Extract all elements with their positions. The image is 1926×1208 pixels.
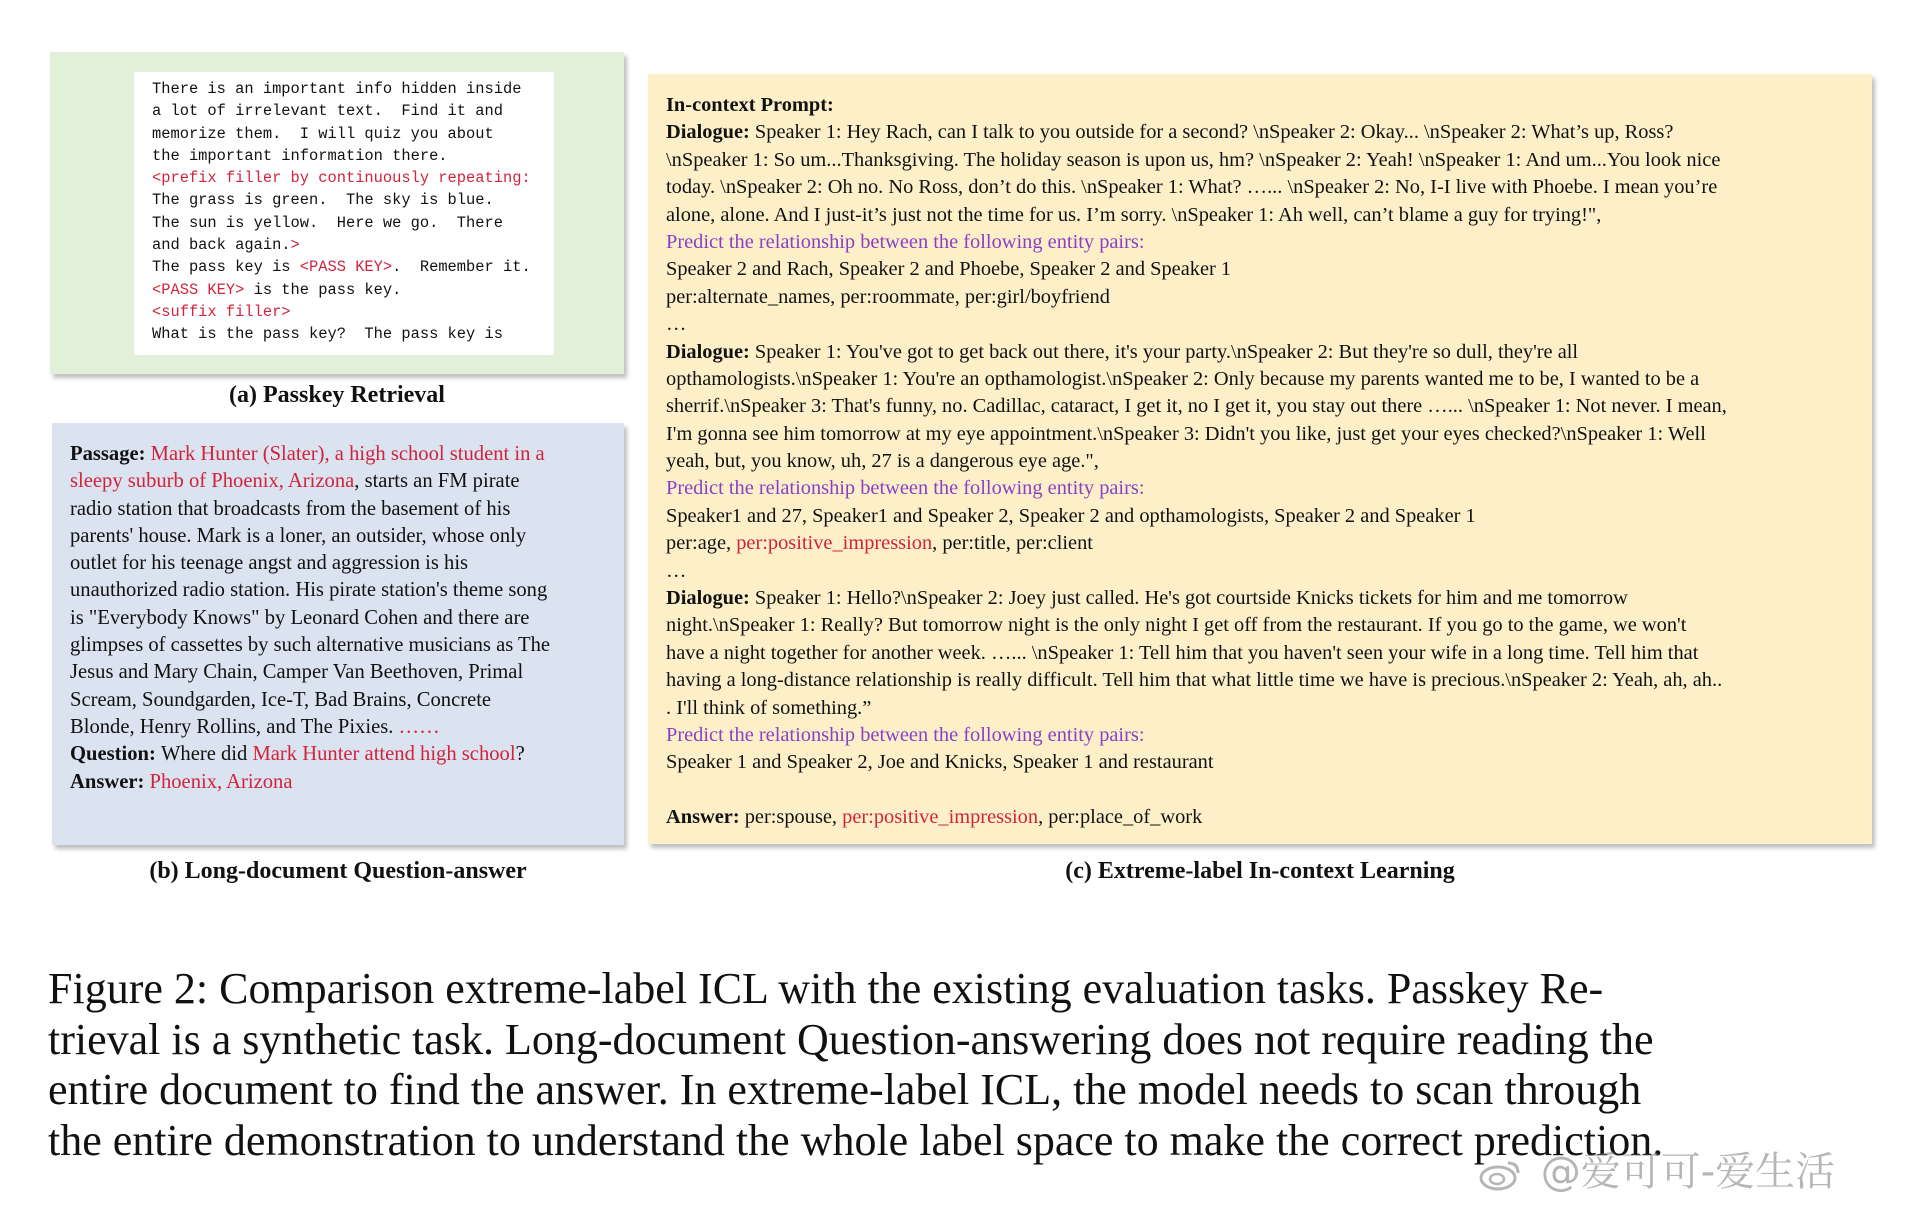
text-segment: Where did — [160, 743, 253, 766]
text-segment: <PASS KEY> — [152, 280, 245, 299]
text-segment: Predict the relationship between the following entity pairs: — [666, 477, 1145, 500]
watermark — [1478, 1140, 1835, 1197]
text-segment: , starts an FM pirate — [354, 470, 520, 493]
text-line — [152, 258, 531, 276]
text-segment: Dialogue: — [666, 340, 755, 363]
text-segment: > — [290, 236, 300, 255]
text-line — [152, 281, 401, 299]
text-segment: per:positive_impression — [736, 532, 933, 555]
text-segment: Mark Hunter (Slater), a high school student in a — [150, 443, 545, 465]
text-segment: , per:title, per:client — [932, 532, 1093, 555]
text-segment: parents' house. Mark is a loner, an outsider, whose only — [70, 524, 527, 547]
figure-caption — [48, 964, 1888, 1166]
text-segment: having a long-distance relationship is really difficult. Tell him that what little time we have is precious.\nSpeaker 2: Yeah, ah, ah.. — [666, 669, 1723, 692]
text-line — [70, 687, 618, 714]
text-segment: The pass key is — [152, 258, 300, 277]
text-segment: Passage: — [70, 443, 151, 465]
text-segment: Predict the relationship between the following entity pairs: — [666, 723, 1145, 746]
text-line — [70, 769, 618, 796]
text-segment: Speaker 1 and Speaker 2, Joe and Knicks, Speaker 1 and restaurant — [666, 751, 1214, 774]
text-segment: The sun is yellow. Here we go. There — [152, 213, 503, 232]
text-line — [666, 695, 1866, 722]
text-segment: Speaker1 and 27, Speaker1 and Speaker 2, Speaker 2 and opthamologists, Speaker 2 and Speaker 1 — [666, 504, 1476, 527]
text-line — [666, 804, 1866, 831]
text-segment: outlet for his teenage angst and aggression is his — [70, 552, 469, 575]
text-segment: I'm gonna see him tomorrow at my eye appointment.\nSpeaker 3: Didn't you like, just get your eyes checked?\nSpeaker 1: Well — [666, 422, 1706, 445]
text-segment: glimpses of cassettes by such alternative musicians as The — [70, 634, 551, 657]
passkey-prompt-box — [134, 72, 554, 355]
text-line — [152, 325, 503, 343]
text-line — [666, 558, 1866, 585]
text-segment: Scream, Soundgarden, Ice-T, Bad Brains, Concrete — [70, 688, 492, 711]
extreme-label-icl-panel — [648, 74, 1872, 844]
text-segment: Dialogue: — [666, 121, 755, 144]
text-line — [666, 393, 1866, 420]
text-segment: In-context Prompt: — [666, 94, 834, 116]
text-segment: What is the pass key? The pass key is — [152, 325, 503, 344]
passkey-prompt-text — [152, 78, 531, 346]
text-segment: alone, alone. And I just-it’s just not the time for us. I’m sorry. \nSpeaker 1: Ah well, can’t blame a guy for trying!", — [666, 203, 1602, 226]
text-line — [666, 284, 1866, 311]
text-segment: Speaker 1: Hello?\nSpeaker 2: Joey just called. He's got courtside Knicks tickets for him and me tomorrow — [754, 587, 1628, 610]
text-line — [70, 496, 618, 523]
text-segment: There is an important info hidden inside — [152, 80, 522, 98]
text-line — [666, 475, 1866, 502]
text-line — [666, 119, 1866, 146]
text-segment: per:alternate_names, per:roommate, per:girl/boyfriend — [666, 285, 1110, 308]
text-line — [666, 92, 1866, 119]
text-segment: ? — [515, 743, 525, 766]
text-line — [152, 236, 300, 254]
text-segment: \nSpeaker 1: So um...Thanksgiving. The holiday season is upon us, hm? \nSpeaker 2: Yeah! \nSpeaker 1: And um...You look nice — [666, 148, 1721, 171]
text-segment: Blonde, Henry Rollins, and The Pixies. — [70, 715, 399, 738]
text-segment: yeah, but, you know, uh, 27 is a dangerous eye age.", — [666, 450, 1099, 473]
text-line — [666, 229, 1866, 256]
figure-caption-line: entire document to find the answer. In extreme-label ICL, the model needs to scan through — [48, 1065, 1642, 1114]
caption-extreme-label-icl: (c) Extreme-label In-context Learning — [1065, 858, 1455, 884]
text-line — [666, 722, 1866, 749]
text-line — [70, 714, 618, 741]
text-segment: Dialogue: — [666, 587, 755, 610]
text-segment: Predict the relationship between the following entity pairs: — [666, 230, 1145, 253]
text-line — [70, 468, 618, 495]
passkey-retrieval-panel — [50, 52, 624, 374]
text-line — [666, 421, 1866, 448]
text-segment: unauthorized radio station. His pirate station's theme song — [70, 579, 548, 602]
text-segment: night.\nSpeaker 1: Really? But tomorrow night is the only night I get off from the restaurant. If you go to the game, we won't — [666, 614, 1687, 637]
text-segment: …… — [398, 715, 440, 738]
text-segment: per:positive_impression — [842, 806, 1039, 829]
text-line — [70, 741, 618, 768]
text-line — [666, 612, 1866, 639]
text-segment: memorize them. I will quiz you about — [152, 124, 494, 143]
text-segment: Phoenix, Arizona — [149, 770, 293, 793]
text-segment: . I'll think of something.” — [666, 696, 872, 719]
long-document-qa-panel — [52, 423, 624, 845]
text-line — [666, 749, 1866, 776]
text-line — [666, 174, 1866, 201]
text-segment: The grass is green. The sky is blue. — [152, 191, 494, 210]
qa-passage-text — [70, 441, 618, 796]
text-line — [666, 311, 1866, 338]
text-line — [70, 550, 618, 577]
text-line — [666, 202, 1866, 229]
text-segment: Speaker 1: Hey Rach, can I talk to you outside for a second? \nSpeaker 2: Okay... \nSpeaker 2: What’s up, Ross? — [754, 121, 1674, 144]
text-line — [666, 530, 1866, 557]
text-line — [70, 577, 618, 604]
text-line — [666, 640, 1866, 667]
text-segment: Question: — [70, 743, 161, 766]
text-segment: … — [666, 559, 687, 582]
watermark-text: @爱可可-爱生活 — [1540, 1149, 1836, 1195]
text-line — [152, 80, 521, 98]
text-segment: . Remember it. — [392, 258, 531, 277]
text-line — [152, 147, 448, 165]
text-line — [666, 256, 1866, 283]
text-segment: Speaker 2 and Rach, Speaker 2 and Phoebe, Speaker 2 and Speaker 1 — [666, 258, 1232, 281]
caption-passkey-retrieval: (a) Passkey Retrieval — [229, 382, 445, 408]
weibo-logo-icon — [1478, 1157, 1522, 1191]
text-line — [152, 191, 494, 209]
text-segment: per:age, — [666, 532, 737, 555]
text-line — [152, 303, 291, 321]
figure-caption-line: trieval is a synthetic task. Long-document Question-answering does not require reading the — [48, 1014, 1654, 1064]
text-line — [70, 659, 618, 686]
text-segment: … — [666, 313, 687, 336]
text-segment: is "Everybody Knows" by Leonard Cohen and there are — [70, 606, 530, 629]
text-line — [152, 102, 503, 120]
text-line — [152, 169, 531, 187]
text-segment: per:spouse, — [744, 806, 843, 829]
text-line — [666, 147, 1866, 174]
text-segment: opthamologists.\nSpeaker 1: You're an opthamologist.\nSpeaker 2: Only because my parents wanted me to be, I wanted to be a — [666, 367, 1700, 390]
text-segment: Answer: — [666, 806, 745, 829]
text-segment: Mark Hunter attend high school — [252, 743, 516, 766]
text-segment: Speaker 1: You've got to get back out there, it's your party.\nSpeaker 2: But they're so dull, they're all — [754, 340, 1579, 363]
caption-long-document-qa: (b) Long-document Question-answer — [149, 858, 527, 884]
text-segment: have a night together for another week. …... \nSpeaker 1: Tell him that you haven't seen your wife in a long time. Tell him that — [666, 641, 1699, 664]
text-line — [666, 339, 1866, 366]
text-segment: a lot of irrelevant text. Find it and — [152, 102, 503, 121]
text-line — [666, 667, 1866, 694]
text-line — [70, 441, 618, 468]
text-segment: the important information there. — [152, 146, 448, 165]
text-segment: Answer: — [70, 770, 150, 793]
text-segment: radio station that broadcasts from the basement of his — [70, 497, 511, 520]
text-line — [666, 366, 1866, 393]
text-segment: <suffix filler> — [152, 302, 291, 321]
text-segment: <prefix filler by continuously repeating: — [152, 169, 531, 188]
text-line — [666, 585, 1866, 612]
text-segment: <PASS KEY> — [299, 258, 393, 277]
text-segment: today. \nSpeaker 2: Oh no. No Ross, don’t do this. \nSpeaker 1: What? …... \nSpeaker 2: No, I-I live with Phoebe. I mean you’re — [666, 176, 1718, 199]
text-line — [70, 632, 618, 659]
text-segment: Jesus and Mary Chain, Camper Van Beethoven, Primal — [70, 661, 524, 684]
figure-caption-line: Figure 2: Comparison extreme-label ICL with the existing evaluation tasks. Passkey Re- — [48, 964, 1604, 1013]
icl-prompt-text — [666, 92, 1866, 832]
text-line — [70, 523, 618, 550]
text-segment: sleepy suburb of Phoenix, Arizona — [70, 470, 355, 493]
text-line — [666, 448, 1866, 475]
figure-caption-line: the entire demonstration to understand the whole label space to make the correct prediction. — [48, 1115, 1664, 1165]
text-segment: sherrif.\nSpeaker 3: That's funny, no. Cadillac, cataract, I get it, no I get it, you stay out there …... \nSpeaker 1: Not never. I mean, — [666, 395, 1727, 418]
text-line — [152, 214, 503, 232]
text-segment: is the pass key. — [244, 280, 402, 299]
text-segment: , per:place_of_work — [1038, 806, 1203, 829]
text-line — [152, 125, 494, 143]
text-line — [666, 503, 1866, 530]
text-line — [666, 777, 1866, 804]
text-line — [70, 605, 618, 632]
text-segment: and back again. — [152, 236, 291, 255]
